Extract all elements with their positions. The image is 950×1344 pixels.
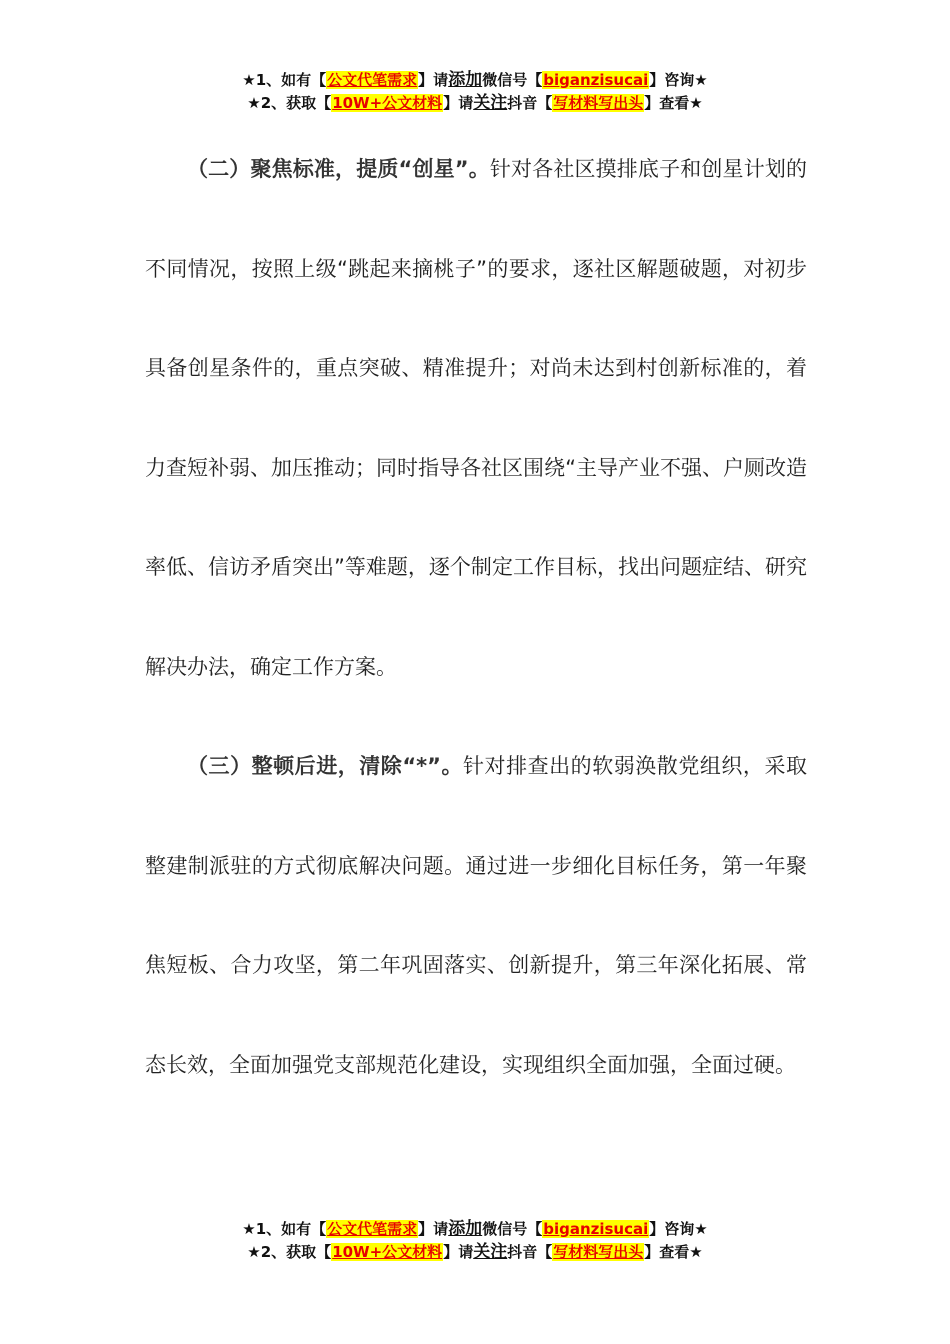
- paragraph-standards: [145, 120, 807, 717]
- banner-line-1: [0, 1218, 950, 1241]
- banner-line-1-suffix: 】咨询★: [649, 71, 708, 89]
- banner-highlight-douyin: 写材料写出头: [553, 94, 644, 112]
- banner-line-2-underlined: 关注: [473, 1242, 508, 1262]
- banner-line-1-mid2: 微信号【: [482, 71, 543, 89]
- banner-highlight-douyin: 写材料写出头: [553, 1243, 644, 1261]
- banner-line-2-suffix: 】查看★: [644, 94, 703, 112]
- banner-line-2: [0, 1241, 950, 1264]
- banner-line-1-mid1: 】请: [418, 71, 449, 89]
- banner-line-2-mid1: 】请: [443, 94, 474, 112]
- banner-line-2-prefix: ★2、获取【: [247, 1243, 332, 1261]
- banner-line-1: [0, 69, 950, 92]
- banner-line-1-prefix: ★1、如有【: [242, 71, 327, 89]
- banner-highlight-materials: 10W+公文材料: [332, 1243, 443, 1261]
- paragraph-heading: （三）整顿后进，清除“*”。: [187, 754, 463, 778]
- banner-line-2-mid2: 抖音【: [507, 1243, 553, 1261]
- banner-highlight-wechat-id: biganzisucai: [543, 1220, 649, 1238]
- banner-line-1-mid1: 】请: [418, 1220, 449, 1238]
- banner-highlight-materials: 10W+公文材料: [332, 94, 443, 112]
- banner-highlight-service: 公文代笔需求: [327, 1220, 418, 1238]
- paragraph-heading: （二）聚焦标准，提质“创星”。: [187, 157, 490, 181]
- paragraph-body: 针对各社区摸排底子和创星计划的不同情况，按照上级“跳起来摘桃子”的要求，逐社区解题破题，对初步具备创星条件的，重点突破、精准提升；对尚未达到村创新标准的，着力查短补弱、加压推动；同时指导各社区围绕“主导产业不强、户厕改造率低、信访矛盾突出”等难题，逐个制定工作目标，找出问题症结、研究解决办法，确定工作方案。: [145, 157, 807, 679]
- banner-line-2-prefix: ★2、获取【: [247, 94, 332, 112]
- banner-highlight-service: 公文代笔需求: [327, 71, 418, 89]
- banner-line-1-prefix: ★1、如有【: [242, 1220, 327, 1238]
- header-banner: [0, 69, 950, 115]
- banner-line-2-mid1: 】请: [443, 1243, 474, 1261]
- banner-line-1-underlined: 添加: [448, 1219, 483, 1239]
- footer-banner: [0, 1218, 950, 1264]
- banner-line-1-suffix: 】咨询★: [649, 1220, 708, 1238]
- banner-line-1-mid2: 微信号【: [482, 1220, 543, 1238]
- banner-line-1-underlined: 添加: [448, 70, 483, 90]
- document-body: [145, 120, 807, 1115]
- banner-line-2-underlined: 关注: [473, 93, 508, 113]
- banner-line-2-mid2: 抖音【: [507, 94, 553, 112]
- paragraph-rectification: [145, 717, 807, 1115]
- banner-highlight-wechat-id: biganzisucai: [543, 71, 649, 89]
- banner-line-2: [0, 92, 950, 115]
- paragraph-body: 针对排查出的软弱涣散党组织，采取整建制派驻的方式彻底解决问题。通过进一步细化目标任务，第一年聚焦短板、合力攻坚，第二年巩固落实、创新提升，第三年深化拓展、常态长效，全面加强党支部规范化建设，实现组织全面加强，全面过硬。: [145, 754, 808, 1077]
- banner-line-2-suffix: 】查看★: [644, 1243, 703, 1261]
